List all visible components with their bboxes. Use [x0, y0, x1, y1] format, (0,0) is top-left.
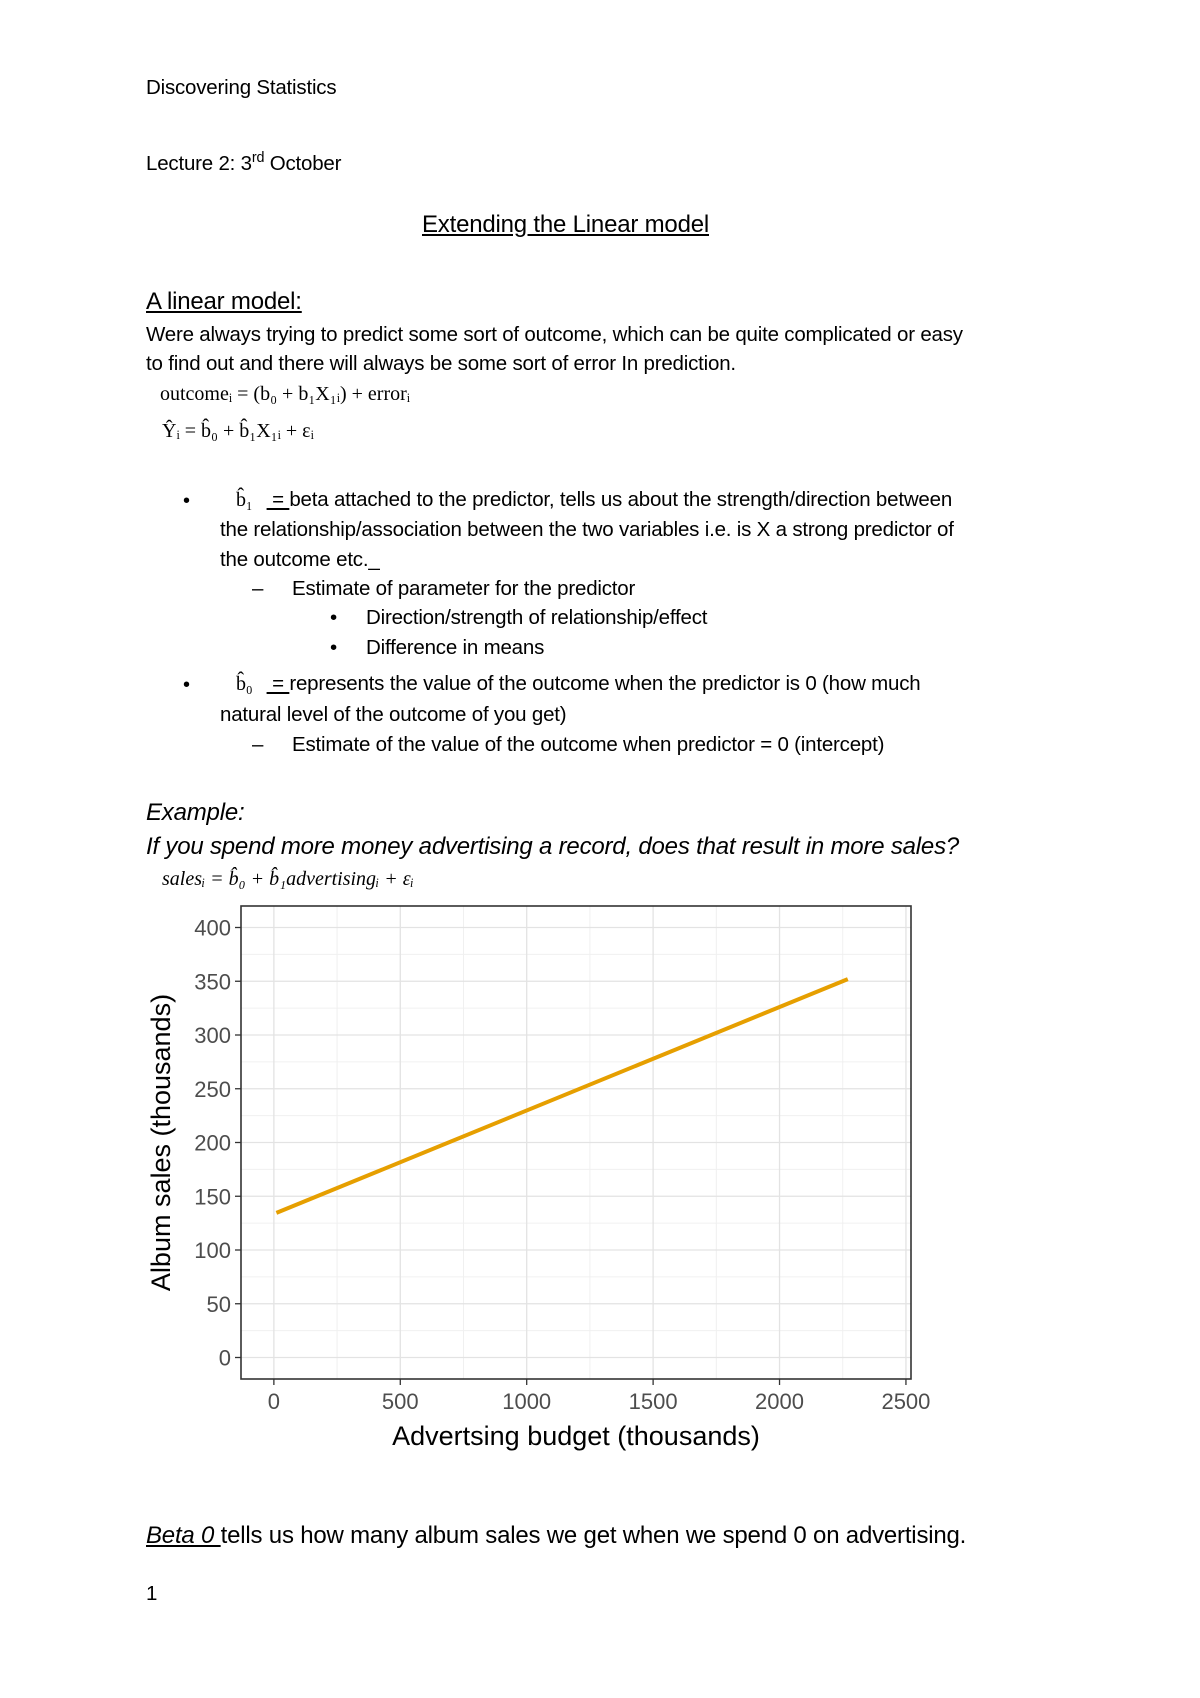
- b0-symbol: b̂₀: [236, 673, 253, 695]
- bullet-b1-sub1-a: Direction/strength of relationship/effect: [366, 606, 708, 629]
- dash-marker: –: [252, 577, 264, 600]
- y-tick-label: 0: [218, 1345, 231, 1371]
- beta0-label: Beta 0: [146, 1522, 221, 1549]
- example-question: If you spend more money advertising a record, does that result in more sales?: [146, 833, 960, 860]
- bullet-b0-line2: natural level of the outcome of you get): [220, 703, 567, 726]
- small-bullet-dot: •: [330, 606, 337, 629]
- y-axis-title: Album sales (thousands): [146, 993, 176, 1292]
- y-tick-label: 200: [194, 1130, 231, 1156]
- beta0-text: tells us how many album sales we get when we spend 0 on advertising.: [220, 1522, 967, 1549]
- y-tick-label: 250: [194, 1076, 231, 1102]
- bullet-b1-line1: [236, 488, 952, 512]
- x-tick-label: 1500: [628, 1389, 678, 1414]
- example-heading: Example:: [146, 799, 245, 826]
- lecture-sup: rd: [251, 150, 265, 166]
- lecture-line: [146, 150, 341, 176]
- x-axis-title: Advertsing budget (thousands): [392, 1421, 760, 1451]
- bullet-b0-sub1: Estimate of the value of the outcome when predictor = 0 (intercept): [292, 733, 885, 756]
- y-tick-label: 100: [194, 1238, 231, 1263]
- x-tick-label: 1000: [502, 1389, 552, 1414]
- small-bullet-dot: •: [330, 636, 337, 659]
- beta0-sentence: [146, 1522, 966, 1550]
- dash-marker: –: [252, 733, 264, 756]
- page-title: Extending the Linear model: [422, 211, 709, 238]
- bullet-b1-sub1: Estimate of parameter for the predictor: [292, 577, 636, 600]
- bullet-dot: •: [183, 490, 191, 512]
- x-tick-label: 500: [381, 1389, 419, 1414]
- paragraph-line-1: Were always trying to predict some sort of outcome, which can be quite complicated or easy: [146, 323, 963, 346]
- course-name: Discovering Statistics: [146, 76, 337, 99]
- bullet-b1-line3: the outcome etc._: [220, 548, 380, 571]
- y-tick-label: 50: [206, 1291, 231, 1317]
- b1-symbol: b̂₁: [236, 489, 253, 511]
- b1-text-1: beta attached to the predictor, tells us about the strength/direction between: [289, 488, 953, 511]
- bullet-b0-line1: [236, 672, 921, 696]
- b1-equals: =: [266, 488, 290, 511]
- example-equation: salesᵢ = b̂₀ + b̂₁advertisingᵢ + εᵢ: [162, 868, 414, 890]
- section-heading-linear-model: A linear model:: [146, 288, 302, 315]
- b0-text-1: represents the value of the outcome when the predictor is 0 (how much: [289, 672, 921, 695]
- paragraph-line-2: to find out and there will always be some sort of error In prediction.: [146, 352, 736, 375]
- x-tick-label: 2000: [755, 1389, 805, 1414]
- x-tick-label: 0: [267, 1389, 280, 1414]
- equation-outcome: outcomeᵢ = (b₀ + b₁X₁ᵢ) + errorᵢ: [160, 383, 411, 405]
- page-number: 1: [146, 1582, 158, 1605]
- y-tick-label: 300: [194, 1023, 231, 1048]
- equation-yhat: Ŷᵢ = b̂₀ + b̂₁X₁ᵢ + εᵢ: [162, 420, 314, 442]
- b0-equals: =: [266, 672, 290, 695]
- y-tick-label: 150: [194, 1184, 231, 1210]
- bullet-b1-line2: the relationship/association between the two variables i.e. is X a strong predictor of: [220, 518, 954, 541]
- lecture-prefix: Lecture 2: 3: [146, 151, 252, 175]
- x-tick-label: 2500: [881, 1389, 931, 1414]
- chart: [140, 890, 931, 1451]
- y-tick-label: 350: [194, 969, 231, 995]
- lecture-suffix: October: [264, 151, 342, 175]
- bullet-b1-sub1-b: Difference in means: [366, 636, 545, 659]
- bullet-dot: •: [183, 674, 191, 696]
- y-tick-label: 400: [194, 915, 231, 941]
